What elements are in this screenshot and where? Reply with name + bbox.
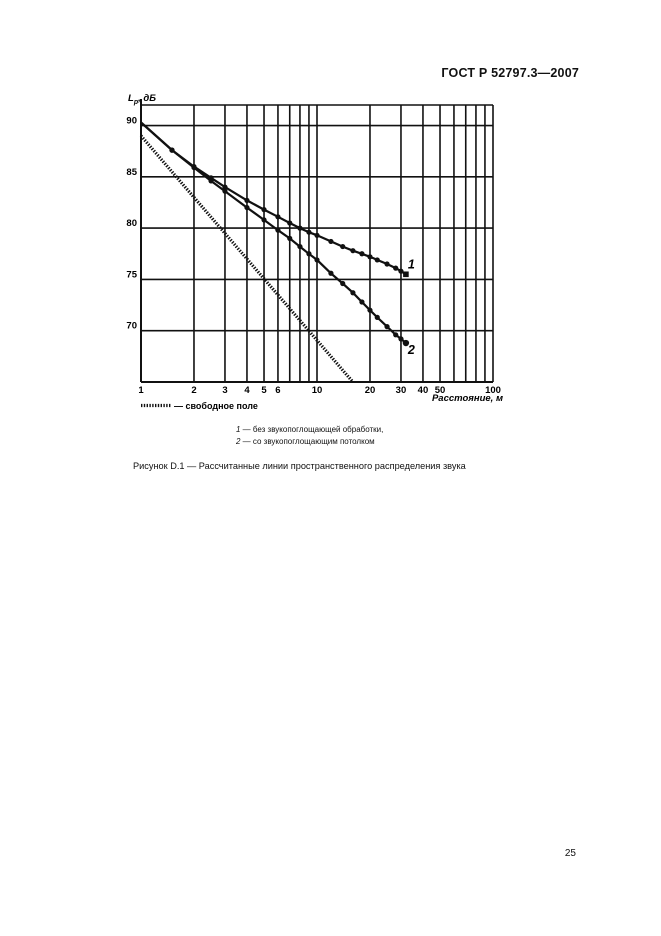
series-2-point — [275, 228, 280, 233]
series-2-point — [398, 336, 403, 341]
series-2-point — [222, 189, 227, 194]
note-1 — [236, 424, 383, 436]
series-1-point — [275, 214, 280, 219]
chart-series — [141, 122, 409, 382]
note-1-text: — без звукопоглощающей обработки, — [240, 425, 384, 434]
series-2-point — [261, 217, 266, 222]
y-tick-label-85: 85 — [126, 166, 137, 178]
series-1-point — [398, 269, 403, 274]
x-tick-label-30: 30 — [395, 385, 407, 396]
series-2-point — [340, 281, 345, 286]
x-tick-label-2: 2 — [191, 385, 197, 396]
x-tick-label-1: 1 — [138, 385, 144, 396]
series-2-point — [208, 178, 213, 183]
series-1-line — [141, 122, 406, 274]
chart-labels — [126, 93, 503, 411]
y-tick-label-70: 70 — [126, 320, 137, 332]
x-tick-label-100: 100 — [485, 385, 501, 396]
series-1-point — [297, 226, 302, 231]
series-2-point — [169, 148, 174, 153]
x-tick-label-6: 6 — [275, 385, 281, 396]
series-1-point — [350, 248, 355, 253]
series-label-1: 1 — [407, 257, 415, 272]
series-2-point — [244, 205, 249, 210]
note-2 — [236, 436, 383, 448]
series-1-point — [367, 254, 372, 259]
note-2-text: — со звукопоглощающим потолком — [240, 437, 375, 446]
legend-free-field-label: — свободное поле — [174, 401, 258, 411]
sound-distribution-chart — [0, 0, 661, 420]
series-2-point — [375, 315, 380, 320]
figure-caption: Рисунок D.1 — Рассчитанные линии пространственного распределения звука — [133, 461, 466, 471]
series-1-point — [384, 261, 389, 266]
series-2-point — [393, 332, 398, 337]
series-1-point — [403, 271, 409, 277]
x-axis-title: Расстояние, м — [431, 393, 503, 404]
x-tick-label-50: 50 — [434, 385, 446, 396]
series-1-point — [340, 244, 345, 249]
series-label-2: 2 — [407, 343, 415, 358]
series-1-point — [287, 220, 292, 225]
series-2-point — [287, 236, 292, 241]
series-2-point — [306, 251, 311, 256]
document-code: ГОСТ Р 52797.3—2007 — [441, 66, 579, 80]
series-1-point — [261, 207, 266, 212]
series-1-point — [244, 198, 249, 203]
series-2-point — [297, 244, 302, 249]
x-tick-label-20: 20 — [364, 385, 376, 396]
page-number: 25 — [564, 848, 576, 859]
series-2-point — [384, 324, 389, 329]
x-tick-label-40: 40 — [417, 385, 429, 396]
series-2-point — [367, 308, 372, 313]
series-2-point — [314, 257, 319, 262]
x-tick-label-3: 3 — [222, 385, 228, 396]
y-tick-label-90: 90 — [126, 115, 137, 127]
x-tick-label-5: 5 — [261, 385, 267, 396]
series-2-point — [191, 165, 196, 170]
series-1-point — [393, 266, 398, 271]
series-1-point — [306, 230, 311, 235]
x-tick-label-10: 10 — [311, 385, 323, 396]
x-tick-label-4: 4 — [244, 385, 250, 396]
y-tick-label-75: 75 — [126, 269, 137, 281]
series-2-point — [350, 290, 355, 295]
legend-notes — [236, 424, 383, 448]
series-1-point — [375, 257, 380, 262]
y-tick-label-80: 80 — [126, 218, 137, 230]
y-axis-title: $L_p$, дБ — [128, 93, 156, 106]
note-1-number: 1 — [236, 425, 241, 434]
note-2-number: 2 — [236, 437, 241, 446]
series-1-point — [359, 251, 364, 256]
series-1-point — [314, 233, 319, 238]
series-2-point — [359, 299, 364, 304]
series-1-point — [328, 239, 333, 244]
series-2-point — [328, 271, 333, 276]
